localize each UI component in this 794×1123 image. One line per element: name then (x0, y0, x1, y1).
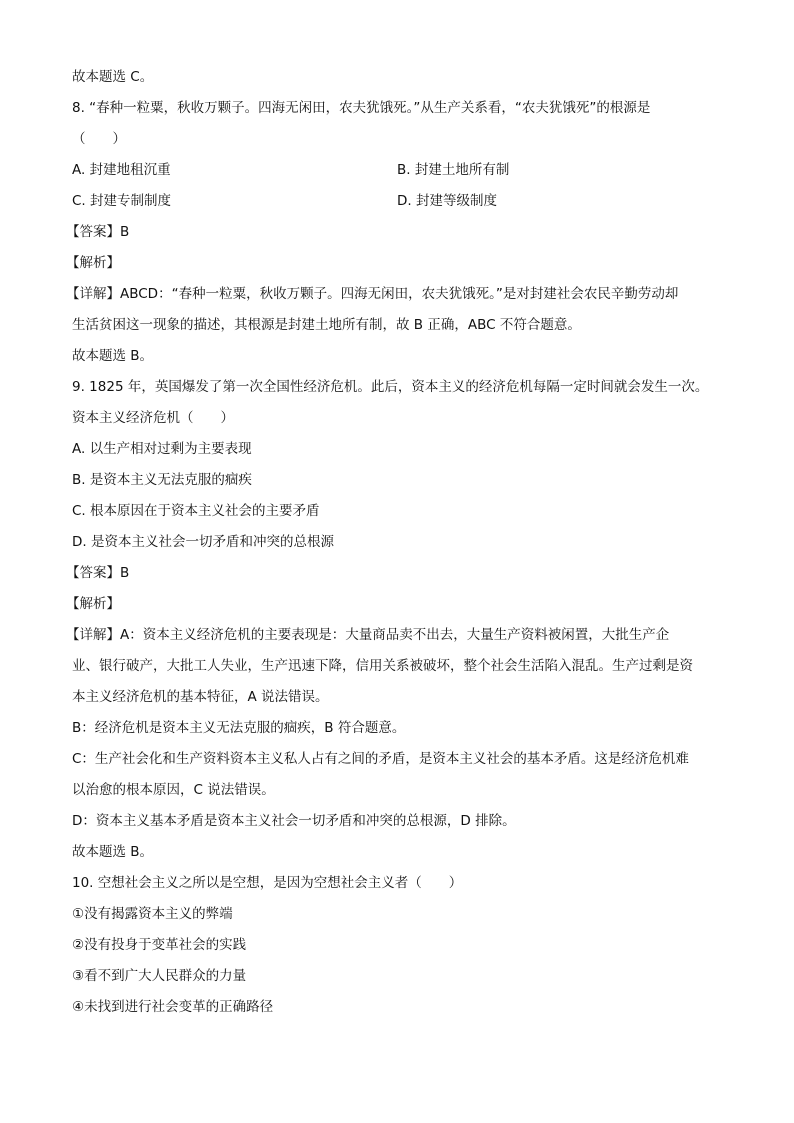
q10-item-3: ③看不到广大人民群众的力量 (72, 968, 247, 984)
q8-answer: 【答案】B (66, 224, 130, 240)
q9-analysis-tag: 【解析】 (66, 596, 120, 612)
q8-detail-line1: 【详解】ABCD：“春种一粒粟，秋收万颗子。四海无闲田，农夫犹饿死。”是对封建社会农民辛勤劳动却 (66, 286, 679, 302)
q7-conclusion: 故本题选 C。 (72, 69, 154, 85)
q9-detail-c1: C：生产社会化和生产资料资本主义私人占有之间的矛盾，是资本主义社会的基本矛盾。这是经济危机难 (72, 751, 689, 767)
q9-detail-line2: 业、银行破产，大批工人失业，生产迅速下降，信用关系被破坏，整个社会生活陷入混乱。生产过剩是资 (72, 658, 693, 674)
document-page (66, 62, 722, 1023)
q9-detail-b: B：经济危机是资本主义无法克服的痼疾，B 符合题意。 (72, 720, 406, 736)
q9-detail-line1: 【详解】A：资本主义经济危机的主要表现是：大量商品卖不出去，大量生产资料被闲置，大批生产企 (66, 627, 670, 643)
q8-analysis-tag: 【解析】 (66, 255, 120, 271)
q8-options-row2 (72, 186, 722, 217)
q8-stem-line1: 8. “春种一粒粟，秋收万颗子。四海无闲田，农夫犹饿死。”从生产关系看，“农夫犹饿死”的根源是 (72, 100, 651, 116)
q9-detail-line3: 本主义经济危机的基本特征，A 说法错误。 (72, 689, 329, 705)
q8-detail-line2: 生活贫困这一现象的描述，其根源是封建土地所有制，故 B 正确，ABC 不符合题意。 (72, 317, 581, 333)
q9-conclusion: 故本题选 B。 (72, 844, 154, 860)
q10-item-2: ②没有投身于变革社会的实践 (72, 937, 247, 953)
q8-option-a: A. 封建地租沉重 (72, 162, 171, 178)
q8-options-row1 (72, 155, 722, 186)
q8-option-b: B. 封建土地所有制 (397, 162, 510, 178)
q9-stem-line1: 9. 1825 年，英国爆发了第一次全国性经济危机。此后，资本主义的经济危机每隔一定时间就会发生一次。 (72, 379, 709, 395)
q8-stem-line2: （ ） (72, 131, 126, 147)
q10-item-1: ①没有揭露资本主义的弊端 (72, 906, 233, 922)
q9-option-c: C. 根本原因在于资本主义社会的主要矛盾 (72, 503, 320, 519)
q8-option-d: D. 封建等级制度 (397, 193, 497, 209)
q9-option-d: D. 是资本主义社会一切矛盾和冲突的总根源 (72, 534, 334, 550)
q9-stem-line2: 资本主义经济危机（ ） (72, 410, 234, 426)
q10-item-4: ④未找到进行社会变革的正确路径 (72, 999, 274, 1015)
q10-stem: 10. 空想社会主义之所以是空想，是因为空想社会主义者（ ） (72, 875, 463, 891)
q8-conclusion: 故本题选 B。 (72, 348, 154, 364)
q9-answer: 【答案】B (66, 565, 130, 581)
q9-option-b: B. 是资本主义无法克服的痼疾 (72, 472, 252, 488)
q8-option-c: C. 封建专制制度 (72, 193, 172, 209)
q9-option-a: A. 以生产相对过剩为主要表现 (72, 441, 252, 457)
q9-detail-c2: 以治愈的根本原因，C 说法错误。 (72, 782, 275, 798)
q9-detail-d: D：资本主义基本矛盾是资本主义社会一切矛盾和冲突的总根源，D 排除。 (72, 813, 516, 829)
